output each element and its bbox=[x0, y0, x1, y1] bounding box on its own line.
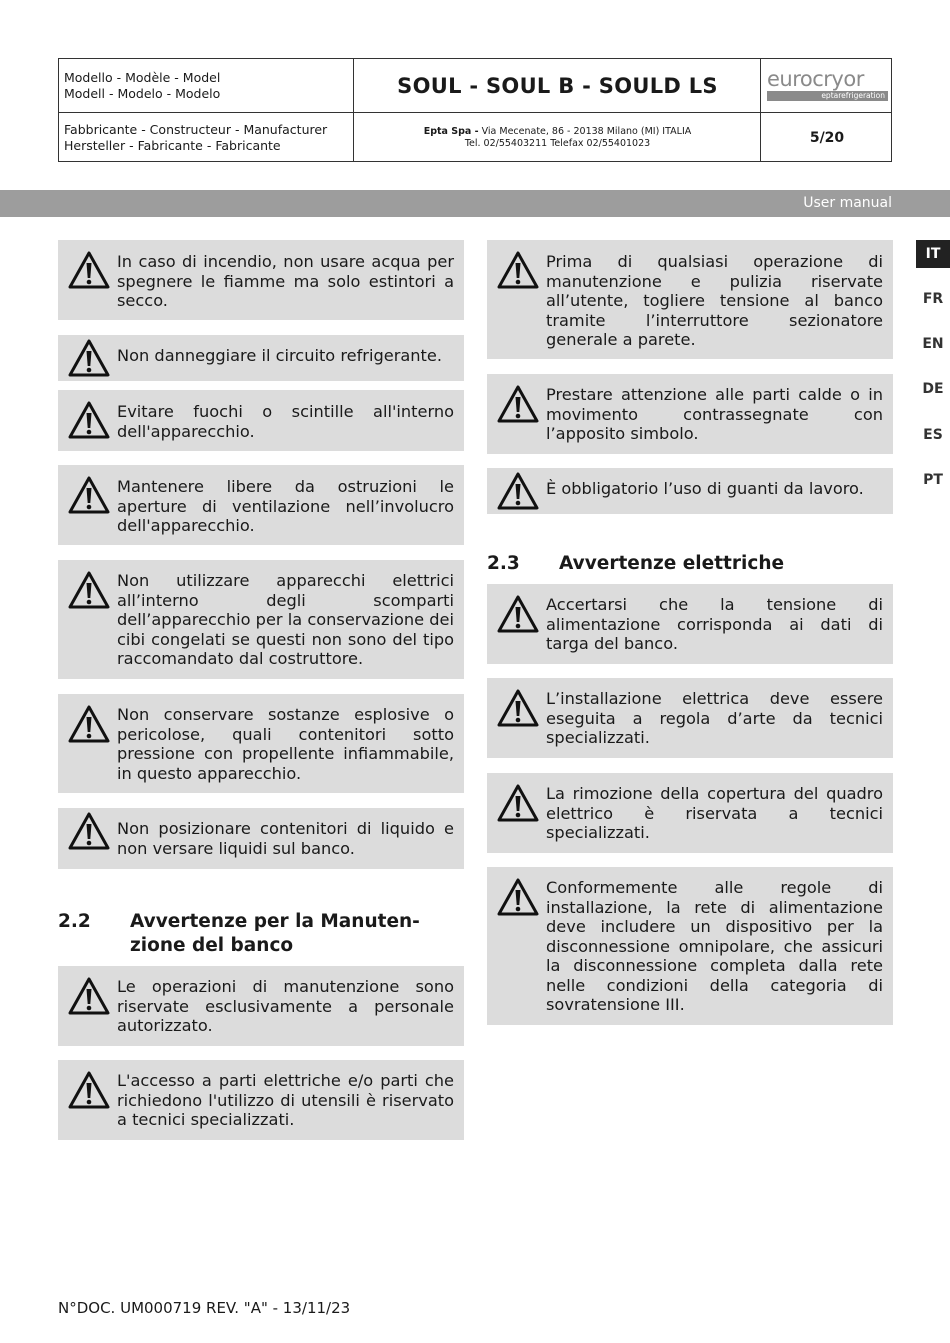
eurocryor-logo bbox=[761, 59, 893, 112]
warning-triangle-icon bbox=[67, 475, 111, 515]
warning-triangle-icon bbox=[67, 338, 111, 378]
manufacturer-label-line: Fabbricante - Constructeur - Manufacturer bbox=[64, 122, 328, 137]
section-title: Avvertenze per la Manuten-zione del banco bbox=[130, 911, 420, 956]
warning-text: Prima di qualsiasi operazione di manutenzione e pulizia riservate all’utente, togliere tensione al banco tramite l’interruttore sezionatore generale a parete. bbox=[546, 252, 883, 349]
logo-subline: eptarefrigeration bbox=[767, 91, 888, 101]
warning-box bbox=[58, 240, 464, 320]
section-number: 2.3 bbox=[487, 553, 520, 574]
header-table bbox=[58, 58, 892, 162]
section-title: Avvertenze elettriche bbox=[559, 553, 785, 574]
warning-triangle-icon bbox=[496, 877, 540, 917]
model-label bbox=[64, 70, 220, 102]
warning-text: Le operazioni di manutenzione sono riservate esclusivamente a personale autorizzato. bbox=[117, 977, 454, 1035]
section-number: 2.2 bbox=[58, 911, 91, 932]
section-heading-2-2 bbox=[58, 910, 464, 960]
manufacturer-label bbox=[64, 122, 327, 154]
warning-triangle-icon bbox=[496, 783, 540, 823]
warning-text: Conformemente alle regole di installazione, la rete di alimentazione deve includere un dispositivo per la disconnessione omnipolare, che assicuri la disconnessione completa dalla rete nelle condizioni della categoria di sovratensione III. bbox=[546, 878, 883, 1014]
warning-text: È obbligatorio l’uso di guanti da lavoro. bbox=[546, 479, 864, 498]
warning-box bbox=[487, 773, 893, 853]
page-number: 5/20 bbox=[809, 130, 845, 146]
warning-triangle-icon bbox=[67, 570, 111, 610]
warning-triangle-icon bbox=[67, 1070, 111, 1110]
warning-text: Prestare attenzione alle parti calde o in movimento contrassegnate con l’apposito simbolo. bbox=[546, 385, 883, 443]
lang-tab-es[interactable]: ES bbox=[923, 427, 943, 443]
company-address: Via Mecenate, 86 - 20138 Milano (MI) ITALIA bbox=[478, 126, 692, 137]
warning-text: Mantenere libere da ostruzioni le aperture di ventilazione nell’involucro dell'apparecchio. bbox=[117, 477, 454, 535]
warning-text: Non utilizzare apparecchi elettrici all’interno degli scomparti dell’apparecchio per la conservazione dei cibi congelati se questi non sono del tipo raccomandato dal costruttore. bbox=[117, 571, 454, 668]
warning-text: Accertarsi che la tensione di alimentazione corrisponda ai dati di targa del banco. bbox=[546, 595, 883, 653]
warning-text: In caso di incendio, non usare acqua per spegnere le fiamme ma solo estintori a secco. bbox=[117, 252, 454, 310]
warning-text: Non posizionare contenitori di liquido e non versare liquidi sul banco. bbox=[117, 819, 454, 858]
warning-text: L’installazione elettrica deve essere eseguita a regola d’arte da tecnici specializzati. bbox=[546, 689, 883, 747]
warning-text: Non conservare sostanze esplosive o pericolose, quali contenitori sotto pressione con propellente infiammabile, in questo apparecchio. bbox=[117, 705, 454, 783]
model-label-line: Modello - Modèle - Model bbox=[64, 70, 221, 85]
warning-triangle-icon bbox=[496, 384, 540, 424]
section-heading-2-3 bbox=[487, 552, 893, 578]
warning-text: Non danneggiare il circuito refrigerante. bbox=[117, 346, 442, 365]
warning-box bbox=[487, 374, 893, 454]
warning-box bbox=[487, 678, 893, 758]
warning-box bbox=[58, 808, 464, 869]
lang-tab-pt[interactable]: PT bbox=[923, 472, 943, 488]
warning-triangle-icon bbox=[67, 811, 111, 851]
lang-tab-fr[interactable]: FR bbox=[922, 291, 944, 307]
lang-tab-en[interactable]: EN bbox=[922, 336, 944, 352]
warning-triangle-icon bbox=[496, 594, 540, 634]
document-title: SOUL - SOUL B - SOULD LS bbox=[397, 73, 718, 98]
logo-word: eurocryor bbox=[767, 67, 864, 91]
warning-box bbox=[487, 468, 893, 514]
lang-tab-de[interactable]: DE bbox=[922, 381, 944, 397]
warning-box bbox=[58, 694, 464, 793]
warning-box bbox=[58, 390, 464, 451]
warning-box bbox=[58, 560, 464, 679]
warning-triangle-icon bbox=[496, 250, 540, 290]
warning-box bbox=[58, 1060, 464, 1140]
warning-box bbox=[58, 335, 464, 381]
warning-text: L'accesso a parti elettriche e/o parti che richiedono l'utilizzo di utensili è riservato a tecnici specializzati. bbox=[117, 1071, 454, 1129]
warning-box bbox=[58, 966, 464, 1046]
section-band bbox=[0, 190, 950, 217]
company-phone: Tel. 02/55403211 Telefax 02/55401023 bbox=[464, 138, 651, 149]
warning-box bbox=[58, 465, 464, 545]
warning-text: La rimozione della copertura del quadro elettrico è riservata a tecnici specializzati. bbox=[546, 784, 883, 842]
warning-triangle-icon bbox=[496, 688, 540, 728]
band-label: User manual bbox=[803, 195, 892, 211]
warning-triangle-icon bbox=[67, 976, 111, 1016]
warning-box bbox=[487, 867, 893, 1025]
model-label-line: Modell - Modelo - Modelo bbox=[64, 86, 221, 101]
warning-triangle-icon bbox=[67, 400, 111, 440]
warning-triangle-icon bbox=[67, 250, 111, 290]
company-name: Epta Spa - bbox=[423, 126, 479, 137]
warning-text: Evitare fuochi o scintille all'interno dell'apparecchio. bbox=[117, 402, 454, 441]
document-number: N°DOC. UM000719 REV. "A" - 13/11/23 bbox=[58, 1299, 351, 1317]
lang-tab-it[interactable]: IT bbox=[916, 240, 950, 268]
warning-triangle-icon bbox=[496, 471, 540, 511]
warning-triangle-icon bbox=[67, 704, 111, 744]
manufacturer-address bbox=[354, 113, 761, 163]
warning-box bbox=[487, 240, 893, 359]
warning-box bbox=[487, 584, 893, 664]
manufacturer-label-line: Hersteller - Fabricante - Fabricante bbox=[64, 138, 281, 153]
